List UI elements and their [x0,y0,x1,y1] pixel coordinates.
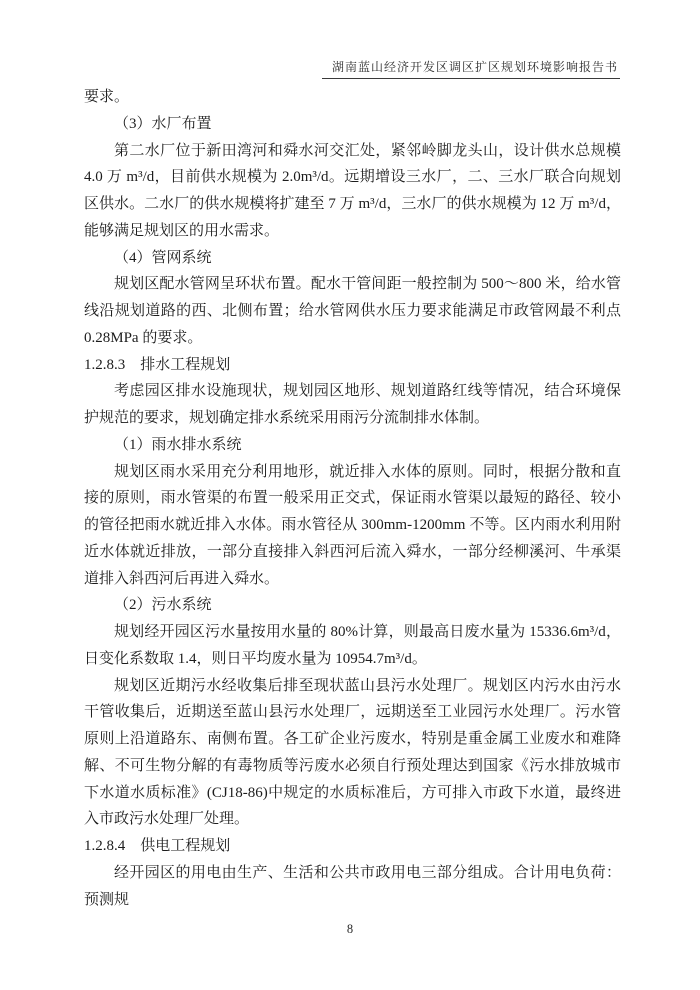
list-heading-4: （4）管网系统 [114,249,212,266]
list-heading-3: （3）水厂布置 [114,115,212,132]
section-heading-1-2-8-3: 1.2.8.3 排水工程规划 [84,356,231,373]
paragraph-continuation: 要求。 [84,89,130,105]
page-header-title: 湖南蓝山经济开发区调区扩区规划环境影响报告书 [322,58,620,79]
paragraph: 经开园区的用电由生产、生活和公共市政用电三部分组成。合计用电负荷：预测规 [84,864,621,908]
page-number: 8 [346,922,354,936]
page-header [84,58,620,79]
paragraph: 规划区近期污水经收集后排至现状蓝山县污水处理厂。规划区内污水由污水干管收集后，近期送至蓝山县污水处理厂，远期送至工业园污水处理厂。污水管原则上沿道路东、南侧布置。各工矿企业污废水，特别是重金属工业废水和难降解、不可生物分解的有毒物质等污废水必须自行预处理达到国家《污水排放城市下水道水质标准》(CJ18-86)中规定的水质标准后，方可排入市政下水道，最终进入市政污水处理厂处理。 [84,677,621,828]
paragraph: 第二水厂位于新田湾河和舜水河交汇处，紧邻岭脚龙头山，设计供水总规模 4.0 万 m³/d，目前供水规模为 2.0m³/d。远期增设三水厂，二、三水厂联合向规划区供水。二水厂的供水规模将扩建至 7 万 m³/d，三水厂的供水规模为 12 万 m³/d，能够满足规划区的用水需求。 [84,142,621,239]
document-body [84,84,621,913]
section-heading-1-2-8-4: 1.2.8.4 供电工程规划 [84,838,231,854]
paragraph: 规划区配水管网呈环状布置。配水干管间距一般控制为 500～800 米，给水管线沿规划道路的西、北侧布置；给水管网供水压力要求能满足市政管网最不利点 0.28MPa 的要求。 [84,276,621,346]
list-heading-1: （1）雨水排水系统 [114,436,242,453]
paragraph: 考虑园区排水设施现状，规划园区地形、规划道路红线等情况，结合环境保护规范的要求，规划确定排水系统采用雨污分流制排水体制。 [84,383,621,426]
list-heading-2: （2）污水系统 [114,597,212,614]
paragraph: 规划区雨水采用充分利用地形，就近排入水体的原则。同时，根据分散和直接的原则，雨水管渠的布置一般采用正交式，保证雨水管渠以最短的路径、较小的管径把雨水就近排入水体。雨水管径从 300mm-1200mm 不等。区内雨水利用附近水体就近排放，一部分直接排入斜西河后流入舜水，一部分经柳溪河、牛承渠道排入斜西河后再进入舜水。 [84,463,621,587]
paragraph: 规划经开园区污水量按用水量的 80%计算，则最高日废水量为 15336.6m³/d，日变化系数取 1.4，则日平均废水量为 10954.7m³/d。 [84,624,621,667]
page-footer [0,920,700,938]
